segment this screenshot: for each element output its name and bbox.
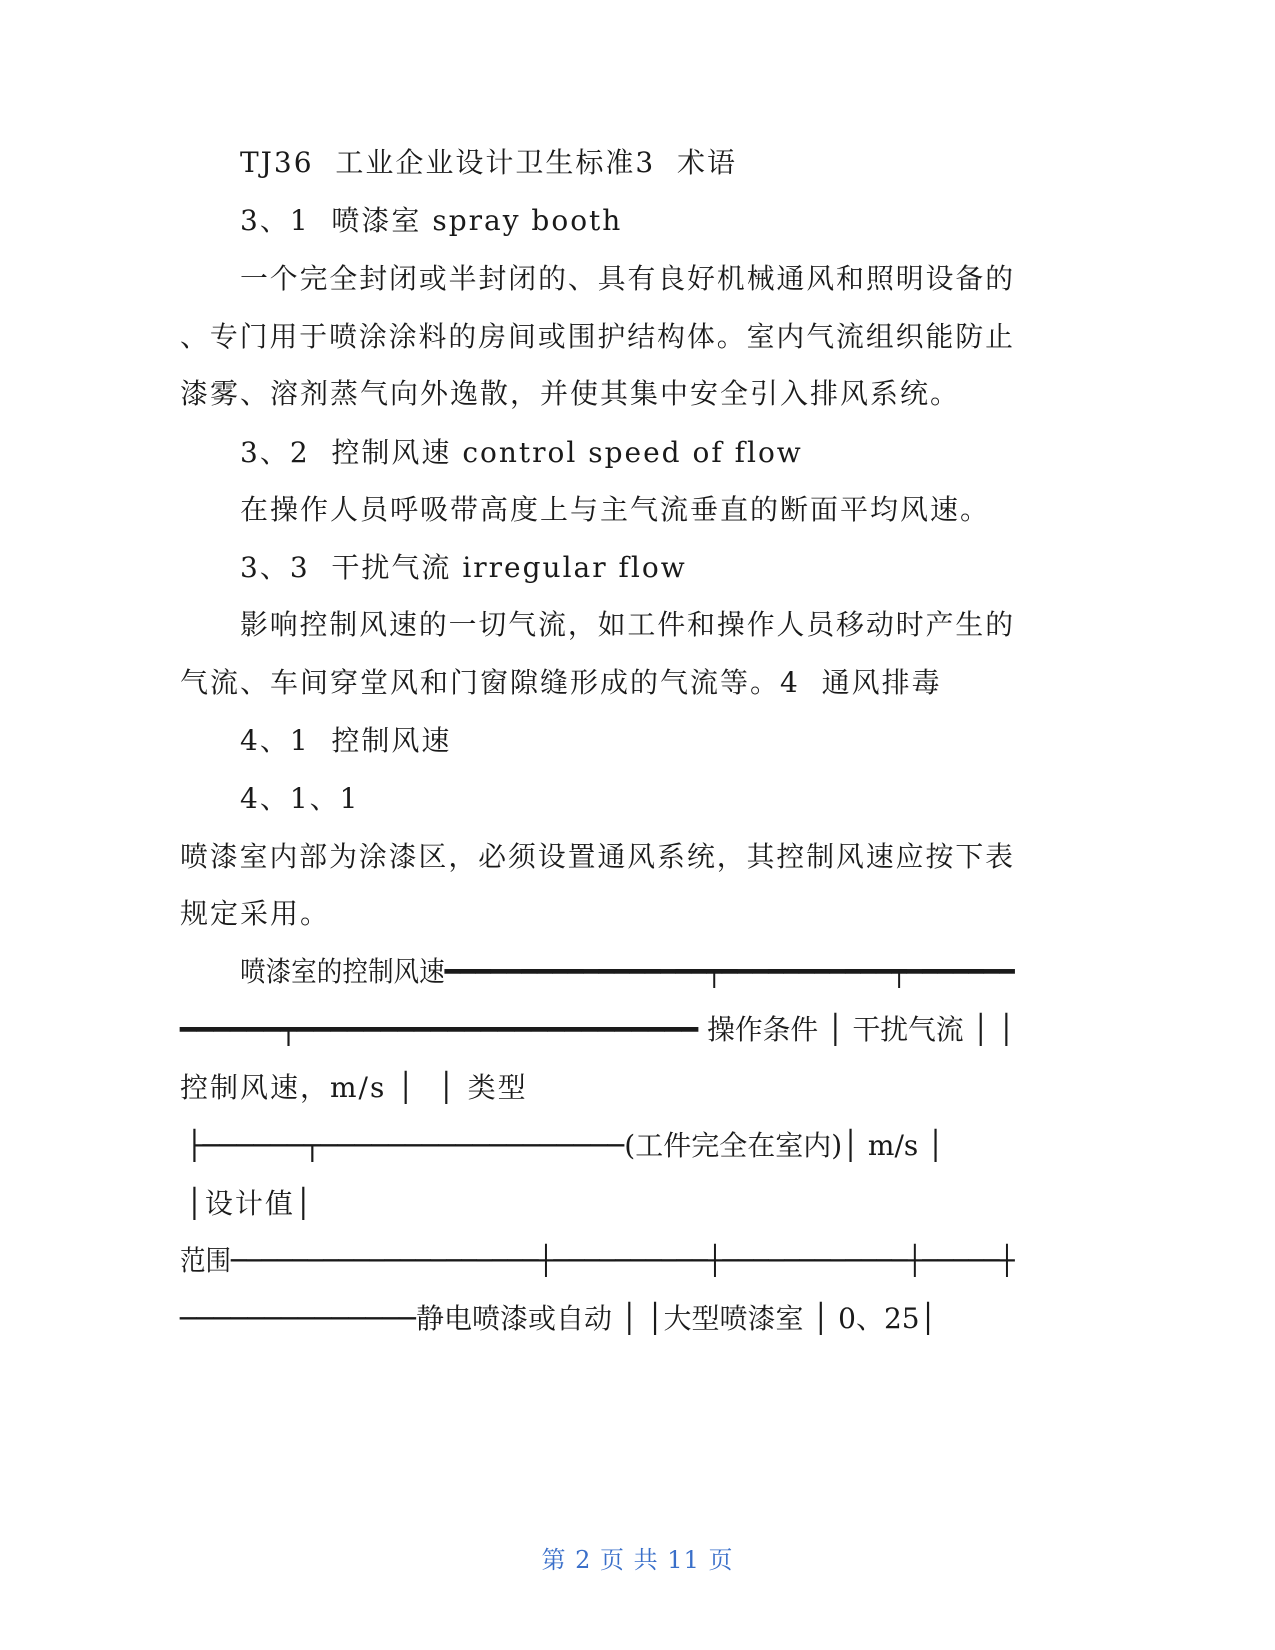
page-number-footer: 第 2 页 共 11 页 [541, 1546, 734, 1574]
clause-text-line: 喷漆室内部为涂漆区，必须设置通风系统，其控制风速应按下表 [180, 840, 1015, 873]
table-text-line: │设计值│ [186, 1187, 314, 1220]
term-definition-line: 在操作人员呼吸带高度上与主气流垂直的断面平均风速。 [240, 493, 991, 526]
table-text-line: ──────────────静电喷漆或自动 │ │大型喷漆室 │ 0、25│ [180, 1302, 937, 1335]
term-definition-line: 、专门用于喷涂涂料的房间或围护结构体。室内气流组织能防止 [180, 320, 1015, 353]
table-text-line: 控制风速，m/s │ │ 类型 [180, 1071, 528, 1104]
section-heading-4-1: 4、1 控制风速 [240, 724, 452, 757]
table-text-line: 范围────────────────────┼──────────┼────────────┼─────┼ [180, 1244, 1015, 1277]
term-definition-line: 气流、车间穿堂风和门窗隙缝形成的气流等。4 通风排毒 [180, 666, 942, 699]
clause-number-4-1-1: 4、1、1 [240, 782, 360, 815]
clause-text-line: 规定采用。 [180, 897, 331, 930]
term-heading-3-1: 3、1 喷漆室 spray booth [240, 204, 623, 237]
term-definition-line: 漆雾、溶剂蒸气向外逸散，并使其集中安全引入排风系统。 [180, 377, 961, 410]
term-heading-3-2: 3、2 控制风速 control speed of flow [240, 436, 803, 469]
standard-reference-line: TJ36 工业企业设计卫生标准3 术语 [240, 146, 737, 179]
term-definition-line: 影响控制风速的一切气流，如工件和操作人员移动时产生的 [240, 608, 1016, 641]
table-caption-line: 喷漆室的控制风速━━━━━━━━━━━━━━━━━┯━━━━━━━━━━━┯━━━━━━━ [240, 955, 1015, 988]
table-text-line: ━━━━━━┯━━━━━━━━━━━━━━━━━━━━━━━━ 操作条件 │ 干扰气流 │ │ [180, 1013, 1015, 1046]
table-text-line: ├──────┬──────────────────(工件完全在室内)│ m/s │ [186, 1129, 945, 1162]
term-heading-3-3: 3、3 干扰气流 irregular flow [240, 551, 687, 584]
term-definition-line: 一个完全封闭或半封闭的、具有良好机械通风和照明设备的 [240, 262, 1016, 295]
